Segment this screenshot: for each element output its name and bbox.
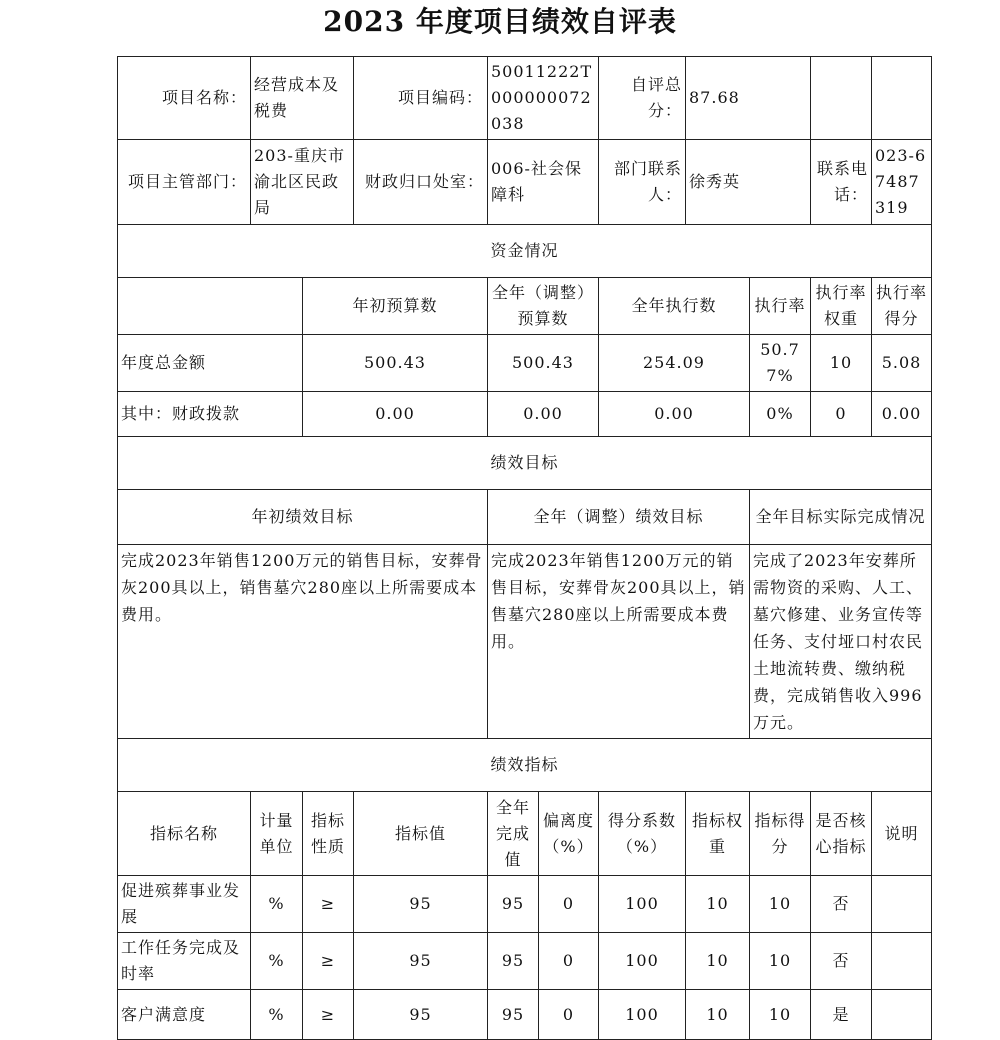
- indicator-score: 10: [750, 876, 811, 933]
- indicator-done: 95: [488, 990, 539, 1040]
- indicator-header: 说明: [872, 792, 932, 876]
- funds-header: 执行率权重: [811, 278, 872, 335]
- indicator-core: 否: [811, 876, 872, 933]
- funds-value: 5.08: [872, 335, 932, 392]
- indicator-header: 全年完成值: [488, 792, 539, 876]
- phone-label: 联系电话：: [811, 140, 872, 225]
- contact: 徐秀英: [686, 140, 811, 225]
- indicator-deviation: 0: [539, 990, 599, 1040]
- indicators-section-title: 绩效指标: [118, 739, 932, 792]
- funds-value: 0.00: [599, 392, 750, 437]
- funds-header: 年初预算数: [303, 278, 488, 335]
- funds-value: 10: [811, 335, 872, 392]
- finance-label: 财政归口处室：: [354, 140, 488, 225]
- funds-value: 50.77%: [750, 335, 811, 392]
- indicator-note: [872, 876, 932, 933]
- indicator-score: 10: [750, 933, 811, 990]
- page-title: 2023 年度项目绩效自评表: [323, 5, 677, 38]
- indicator-done: 95: [488, 933, 539, 990]
- contact-label: 部门联系人：: [599, 140, 686, 225]
- indicator-header: 指标值: [354, 792, 488, 876]
- goals-section-title: 绩效目标: [118, 437, 932, 490]
- indicator-nature: ≥: [303, 990, 354, 1040]
- self-score: 87.68: [686, 57, 811, 140]
- empty-cell: [872, 57, 932, 140]
- goal-initial: 完成2023年销售1200万元的销售目标，安葬骨灰200具以上，销售墓穴280座以上所需要成本费用。: [118, 545, 488, 739]
- funds-header: 执行率: [750, 278, 811, 335]
- indicator-coef: 100: [599, 990, 686, 1040]
- indicator-score: 10: [750, 990, 811, 1040]
- funds-value: 0.00: [488, 392, 599, 437]
- dept: 203-重庆市渝北区民政局: [251, 140, 354, 225]
- indicator-name: 工作任务完成及时率: [118, 933, 251, 990]
- phone: 023-67487319: [872, 140, 932, 225]
- indicator-weight: 10: [686, 933, 750, 990]
- funds-value: 0%: [750, 392, 811, 437]
- table-row: [118, 876, 932, 933]
- indicator-target: 95: [354, 990, 488, 1040]
- project-name-label: 项目名称：: [118, 57, 251, 140]
- funds-value: 0.00: [303, 392, 488, 437]
- funds-section-title: 资金情况: [118, 225, 932, 278]
- indicator-header: 指标性质: [303, 792, 354, 876]
- indicator-name: 客户满意度: [118, 990, 251, 1040]
- funds-value: 500.43: [303, 335, 488, 392]
- funds-header: 全年执行数: [599, 278, 750, 335]
- evaluation-table: [117, 56, 932, 1040]
- indicator-header: 指标名称: [118, 792, 251, 876]
- goals-header: 年初绩效目标: [118, 490, 488, 545]
- indicator-note: [872, 933, 932, 990]
- funds-row-label: 其中：财政拨款: [118, 392, 303, 437]
- indicator-header: 指标权重: [686, 792, 750, 876]
- indicator-done: 95: [488, 876, 539, 933]
- funds-value: 254.09: [599, 335, 750, 392]
- empty-cell: [118, 278, 303, 335]
- table-row: [118, 990, 932, 1040]
- indicator-unit: %: [251, 933, 303, 990]
- indicator-weight: 10: [686, 876, 750, 933]
- project-code-label: 项目编码：: [354, 57, 488, 140]
- indicator-unit: %: [251, 990, 303, 1040]
- project-code: 50011222T000000072038: [488, 57, 599, 140]
- finance: 006-社会保障科: [488, 140, 599, 225]
- indicator-nature: ≥: [303, 933, 354, 990]
- indicator-target: 95: [354, 933, 488, 990]
- funds-value: 0: [811, 392, 872, 437]
- indicator-name: 促进殡葬事业发展: [118, 876, 251, 933]
- empty-cell: [811, 57, 872, 140]
- indicator-unit: %: [251, 876, 303, 933]
- project-name: 经营成本及税费: [251, 57, 354, 140]
- indicator-deviation: 0: [539, 876, 599, 933]
- goal-adjusted: 完成2023年销售1200万元的销售目标，安葬骨灰200具以上，销售墓穴280座以上所需要成本费用。: [488, 545, 750, 739]
- indicator-coef: 100: [599, 933, 686, 990]
- indicator-deviation: 0: [539, 933, 599, 990]
- funds-header: 执行率得分: [872, 278, 932, 335]
- indicator-core: 否: [811, 933, 872, 990]
- indicator-header: 偏离度（%）: [539, 792, 599, 876]
- indicator-core: 是: [811, 990, 872, 1040]
- funds-row-label: 年度总金额: [118, 335, 303, 392]
- goals-header: 全年目标实际完成情况: [750, 490, 932, 545]
- goal-actual: 完成了2023年安葬所需物资的采购、人工、墓穴修建、业务宣传等任务、支付垭口村农民土地流转费、缴纳税费，完成销售收入996万元。: [750, 545, 932, 739]
- indicator-header: 得分系数（%）: [599, 792, 686, 876]
- dept-label: 项目主管部门：: [118, 140, 251, 225]
- indicator-target: 95: [354, 876, 488, 933]
- goals-header: 全年（调整）绩效目标: [488, 490, 750, 545]
- funds-value: 0.00: [872, 392, 932, 437]
- indicator-header: 计量单位: [251, 792, 303, 876]
- indicator-note: [872, 990, 932, 1040]
- funds-value: 500.43: [488, 335, 599, 392]
- funds-row: [118, 335, 932, 392]
- indicator-header: 指标得分: [750, 792, 811, 876]
- indicator-coef: 100: [599, 876, 686, 933]
- funds-header: 全年（调整）预算数: [488, 278, 599, 335]
- funds-row: [118, 392, 932, 437]
- indicator-header: 是否核心指标: [811, 792, 872, 876]
- self-score-label: 自评总分：: [599, 57, 686, 140]
- indicator-weight: 10: [686, 990, 750, 1040]
- indicator-nature: ≥: [303, 876, 354, 933]
- table-row: [118, 933, 932, 990]
